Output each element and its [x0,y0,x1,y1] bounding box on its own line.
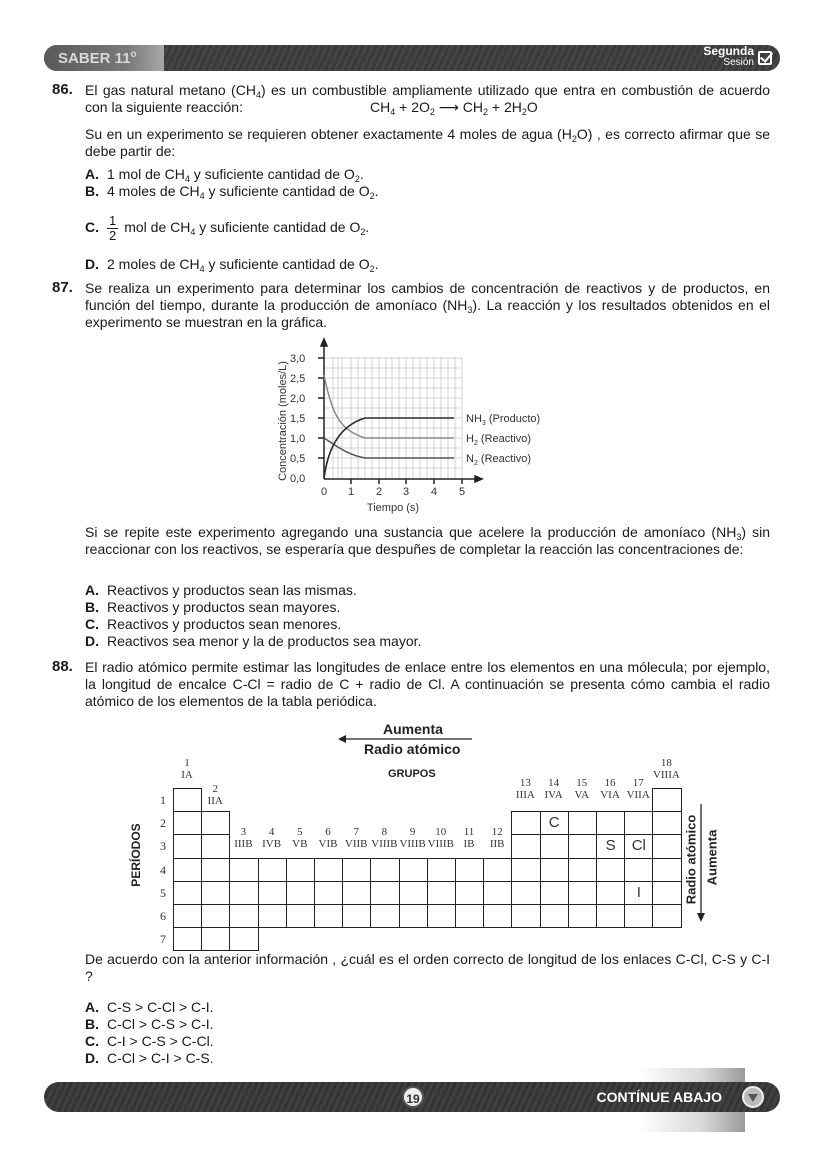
table-cell [652,858,681,882]
table-cell [652,834,681,858]
table-cell [652,811,681,835]
table-cell [229,904,258,928]
question-text-2: De acuerdo con la anterior información , ¿cuál es el orden correcto de longitud de los enlaces C-Cl, C-S y C-I ? [85,951,770,984]
table-cell [399,904,428,928]
element-cl: Cl [624,834,653,858]
svg-text:1,5: 1,5 [290,413,306,425]
table-cell [201,904,230,928]
table-cell [286,881,315,905]
legend-h2: $H_2$ (Reactivo) [466,433,532,447]
x-axis-label: Tiempo (s) [366,502,420,514]
group-label-6: 6 VIB [318,826,338,850]
chart-axes [318,339,482,484]
table-cell [370,881,399,905]
question-text: El radio atómico permite estimar las longitudes de enlace entre los elementos en una mólecula; por ejemplo, la longitud de encalce C-Cl = radio de C + radio de Cl. A continuación se presenta cómo cambia el radio atómico de los elementos de la tabla periódica. [85,659,770,709]
table-cell [229,858,258,882]
top-arrow-label-1: Aumenta [383,721,443,737]
svg-text:0: 0 [320,486,328,498]
group-label-2: 2 IIA [207,783,223,807]
table-cell [483,904,512,928]
period-label-2: 2 [160,816,166,831]
group-label-7: 7 VIIB [344,826,368,850]
table-cell [427,904,456,928]
table-cell [173,858,202,882]
top-arrow-label-2: Radio atómico [364,741,461,757]
table-cell [596,904,625,928]
table-cell [173,904,202,928]
table-cell [540,834,569,858]
table-cell [399,858,428,882]
svg-text:2,5: 2,5 [290,373,306,385]
question-number: 88. [52,658,73,675]
table-cell [540,904,569,928]
option-86-c[interactable]: C. $\frac{1}{2}$ mol de $CH_4$ y suficiente cantidad de $O_2$. [85,213,370,243]
period-label-5: 5 [160,885,166,900]
question-text-2: Si se repite este experimento agregando una sustancia que acelere la producción de amoníaco $(NH_3)$ sin reaccionar con los reactivos, se esperaría que despuñes de completar la reacción las concentraciones de: [85,524,771,557]
period-label-1: 1 [160,793,166,807]
table-cell [173,881,202,905]
table-cell [568,834,597,858]
table-cell [201,927,230,951]
h2-curve [324,375,454,438]
checkbox-checked-icon [758,51,772,65]
table-cell [229,881,258,905]
period-label-6: 6 [160,909,166,923]
continue-label: CONTÍNUE ABAJO [596,1089,722,1105]
footer-bar [44,1082,780,1112]
group-label-4: 4 IVB [262,826,282,850]
option-87-b[interactable]: B. Reactivos y productos sean mayores. [85,599,341,615]
table-cell [624,811,653,835]
table-cell [173,811,202,835]
option-87-c[interactable]: C. Reactivos y productos sean menores. [85,616,342,632]
svg-text:2: 2 [375,486,383,498]
table-cell [652,904,681,928]
element-i: I [624,881,653,905]
period-label-7: 7 [160,932,166,947]
svg-text:0,5: 0,5 [290,453,306,465]
group-label-18: 18 VIIIA [652,757,680,781]
table-cell [399,881,428,905]
fraction: $\frac{1}{2}$ [109,213,117,243]
table-cell [596,881,625,905]
group-label-17: 17 VIIA [626,777,650,801]
period-label-3: 3 [160,839,166,854]
table-cell [511,811,540,835]
question-text: El gas natural metano $(CH_4)$ es un combustible ampliamente utilizado que entra en combustión de acuerdo con la siguiente reacción: [85,82,770,115]
side-label-2: Aumenta [704,829,720,886]
table-cell [511,858,540,882]
group-label-14: 14 IVA [544,777,563,801]
table-cell [427,881,456,905]
table-cell [483,881,512,905]
table-cell [370,858,399,882]
table-cell [314,904,343,928]
svg-text:1,0: 1,0 [290,433,306,445]
question-number: 86. [52,81,73,98]
group-label-10: 10 VIIIB [427,826,454,850]
table-cell [624,858,653,882]
svg-text:1: 1 [347,486,355,498]
group-label-13: 13 IIIA [515,777,535,801]
table-cell [342,881,371,905]
group-label-16: 16 VIA [600,777,620,801]
chevron-down-circle-icon[interactable] [742,1086,764,1108]
svg-text:2,0: 2,0 [290,393,306,405]
table-cell [173,834,202,858]
option-88-b[interactable]: B. C-Cl > C-S > C-I. [85,1016,214,1032]
table-cell [201,881,230,905]
y-tick-labels [290,353,305,485]
header-bar [44,45,780,71]
table-cell [370,904,399,928]
side-label-1: Radio atómico [683,814,699,905]
group-label-9: 9 VIIIB [399,826,426,850]
option-88-c[interactable]: C. C-I > C-S > C-Cl. [85,1033,214,1049]
svg-text:0,0: 0,0 [290,473,306,485]
table-cell [568,858,597,882]
table-cell [540,858,569,882]
period-label-4: 4 [160,862,166,877]
reaction-equation: $CH_4 + 2O_2$ ⟶ $CH_2 + 2H_2O$ [370,99,538,117]
group-label-15: 15 VA [574,777,590,801]
option-86-b[interactable]: B. 4 moles de $CH_4$ y suficiente cantidad de $O_2$. [85,183,379,201]
table-cell [427,858,456,882]
table-cell [314,881,343,905]
table-cell [596,811,625,835]
table-cell [624,904,653,928]
table-cell [511,834,540,858]
table-cell [455,881,484,905]
table-cell [201,858,230,882]
table-cell [483,858,512,882]
table-cell [342,858,371,882]
table-cell [455,858,484,882]
table-cell [540,881,569,905]
svg-text:3: 3 [402,486,410,498]
table-cell [314,858,343,882]
periods-title: PERÍODOS [129,823,143,887]
option-88-d[interactable]: D. C-Cl > C-I > C-S. [85,1050,214,1066]
option-86-d[interactable]: D. 2 moles de $CH_4$ y suficiente cantidad de $O_2$. [85,256,379,274]
table-cell [511,904,540,928]
x-tick-labels [321,486,465,498]
option-88-a[interactable]: A. C-S > C-Cl > C-I. [85,999,214,1015]
legend-n2: $N_2$ (Reactivo) [466,453,532,467]
down-arrow-icon [696,804,706,922]
y-axis-label: Concentración (moles/L) [277,361,289,481]
group-label-8: 8 VIIIB [371,826,398,850]
table-cell [568,881,597,905]
table-cell [568,811,597,835]
table-cell [568,904,597,928]
table-cell [286,858,315,882]
table-cell [596,858,625,882]
table-cell [229,927,258,951]
group-label-1: 1 IA [181,757,193,781]
exam-title: SABER 11$^o$ [58,49,137,67]
table-cell [258,904,287,928]
table-cell [258,881,287,905]
group-label-5: 5 VB [292,826,308,850]
session-label: Segunda Sesión [703,44,754,68]
element-c: C [540,811,569,835]
svg-text:3,0: 3,0 [290,353,306,365]
question-number: 87. [52,279,73,296]
table-cell [652,788,681,812]
table-cell [652,881,681,905]
option-86-a[interactable]: A. 1 mol de $CH_4$ y suficiente cantidad de $O_2$. [85,166,364,184]
question-text: Se realiza un experimento para determinar los cambios de concentración de reactivos y de productos, en función del tiempo, durante la producción de amoníaco $(NH_3)$. La reacción y los resultados obtenidos en el experimento se muestran en la gráfica. [85,280,770,330]
group-label-3: 3 IIIB [234,826,253,850]
table-cell [173,927,202,951]
svg-text:4: 4 [430,486,438,498]
element-s: S [596,834,625,858]
groups-title: GRUPOS [388,768,436,780]
svg-text:5: 5 [458,486,466,498]
question-text-2: Su en un experimento se requieren obtener exactamente 4 moles de agua $(H_2O)$ , es correcto afirmar que se debe partir de: [85,126,771,159]
nh3-curve [324,418,454,479]
table-cell [286,904,315,928]
option-87-a[interactable]: A. Reactivos y productos sean las mismas. [85,582,357,598]
table-cell [455,904,484,928]
table-cell [511,881,540,905]
group-label-12: 12 IIB [489,826,505,850]
option-87-d[interactable]: D. Reactivos sea menor y la de productos sea mayor. [85,633,422,649]
table-cell [342,904,371,928]
legend-nh3: $NH_3$ (Producto) [466,413,541,427]
group-label-11: 11 IB [463,826,475,850]
concentration-chart [270,335,560,520]
table-cell [258,858,287,882]
page-number: 19 [402,1086,424,1108]
